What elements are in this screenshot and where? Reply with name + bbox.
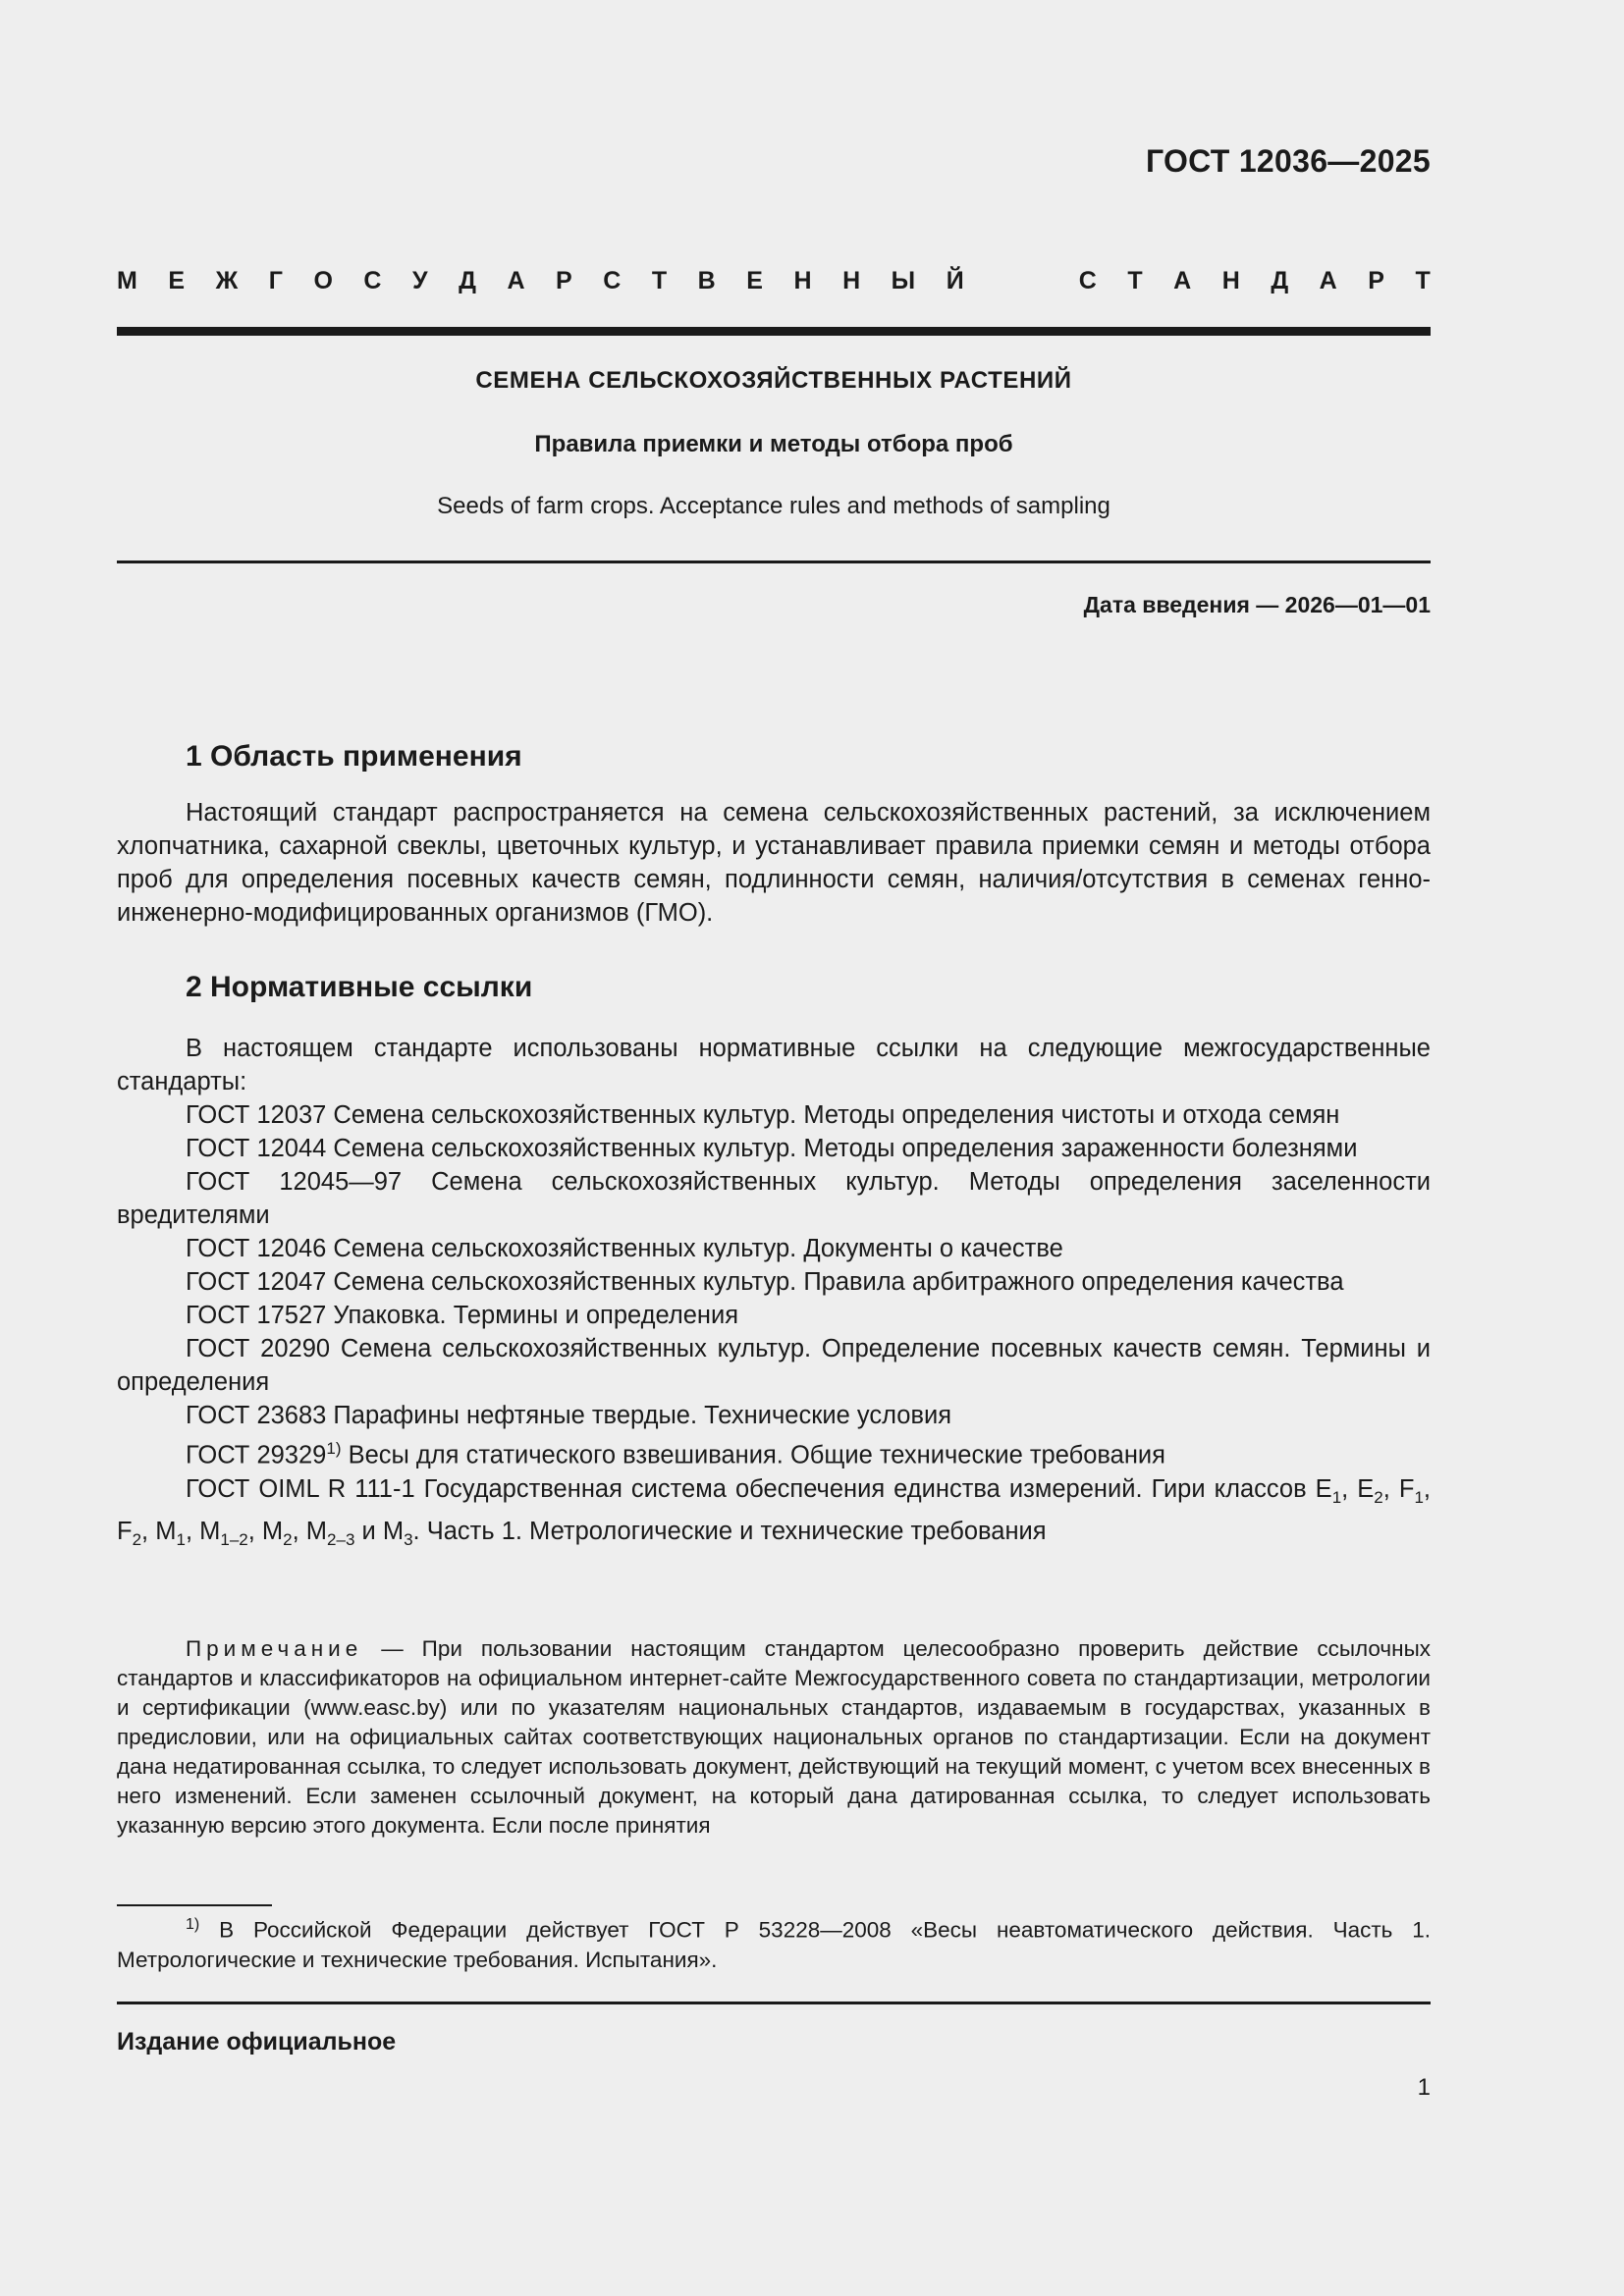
- reference-code: ГОСТ 29329: [186, 1441, 327, 1469]
- banner-letter: А: [1173, 266, 1192, 294]
- banner-letter: Р: [556, 266, 572, 294]
- section-2-intro: В настоящем стандарте использованы нормативные ссылки на следующие межгосударственные стандарты:: [117, 1035, 1431, 1095]
- reference-item: ГОСТ 12047 Семена сельскохозяйственных культур. Правила арбитражного определения качества: [186, 1268, 1344, 1296]
- reference-title: Весы для статического взвешивания. Общие технические требования: [341, 1441, 1165, 1469]
- banner-letter: Г: [268, 266, 283, 294]
- banner-letter: С: [1078, 266, 1097, 294]
- section-1-body: [117, 796, 1431, 930]
- document-title: СЕМЕНА СЕЛЬСКОХОЗЯЙСТВЕННЫХ РАСТЕНИЙ: [475, 367, 1072, 394]
- banner-letter: Т: [1415, 266, 1431, 294]
- banner-letter: Д: [1271, 266, 1289, 294]
- banner-letter: Е: [168, 266, 186, 294]
- date-of-introduction: Дата введения — 2026—01—01: [1083, 592, 1431, 617]
- section-1-paragraph: Настоящий стандарт распространяется на семена сельскохозяйственных растений, за исключением хлопчатника, сахарной свеклы, цветочных культур, и устанавливает правила приемки семян и методы отбора проб для определения посевных качеств семян, подлинности семян, наличия/отсутствия в семенах генно-инженерно-модифицированных организмов (ГМО).: [117, 799, 1431, 927]
- section-2-body: [117, 1032, 1431, 1557]
- note-label: Примечание: [186, 1636, 363, 1661]
- reference-item-oiml: ГОСТ OIML R 111-1 Государственная система обеспечения единства измерений. Гири классов $E_1$, $E_2$, $F_1$, $F_2$, $M_1$, $M_{1-2}$, $M_2$, $M_{2-3}$ и $M_3$. Часть 1. Метрологические и технические требования: [117, 1474, 1431, 1549]
- reference-item: ГОСТ 23683 Парафины нефтяные твердые. Технические условия: [186, 1402, 952, 1429]
- official-edition-label: Издание официальное: [117, 2028, 397, 2056]
- reference-item: ГОСТ 12045—97 Семена сельскохозяйственных культур. Методы определения заселенности вредителями: [117, 1168, 1431, 1229]
- reference-item: ГОСТ 12037 Семена сельскохозяйственных культур. Методы определения чистоты и отхода семян: [186, 1101, 1340, 1129]
- banner-letter: Н: [793, 266, 812, 294]
- reference-item-29329: [117, 1432, 1431, 1472]
- banner-letter: С: [363, 266, 382, 294]
- note-paragraph: [117, 1634, 1431, 1841]
- reference-item: ГОСТ 20290 Семена сельскохозяйственных культур. Определение посевных качеств семян. Термины и определения: [117, 1335, 1431, 1396]
- banner-letter: Т: [1127, 266, 1143, 294]
- footer-rule: [117, 2002, 1431, 2004]
- note-block: [117, 1634, 1431, 1841]
- page-number: 1: [1417, 2074, 1431, 2101]
- document-title-english: Seeds of farm crops. Acceptance rules and methods of sampling: [437, 493, 1110, 519]
- footnote-mark: 1): [326, 1439, 342, 1458]
- banner-letter: У: [412, 266, 428, 294]
- footnote-mark: 1): [186, 1916, 200, 1933]
- banner-letter: Ж: [215, 266, 239, 294]
- note-text: — При пользовании настоящим стандартом целесообразно проверить действие ссылочных стандартов и классификаторов на официальном интернет-сайте Межгосударственного совета по стандартизации, метрологии и сертификации (www.easc.by) или по указателям национальных стандартов, издаваемым в государствах, указанных в предисловии, или на официальных сайтах соответствующих национальных органов по стандартизации. Если на документ дана недатированная ссылка, то следует использовать документ, действующий на текущий момент, с учетом всех внесенных в него изменений. Если заменен ссылочный документ, на который дана датированная ссылка, то следует использовать указанную версию этого документа. Если после принятия: [117, 1636, 1431, 1838]
- banner-letter: Д: [459, 266, 476, 294]
- section-2-heading: 2 Нормативные ссылки: [186, 971, 533, 1003]
- banner-letter: Н: [842, 266, 861, 294]
- banner-letter: А: [507, 266, 525, 294]
- gost-number: ГОСТ 12036—2025: [1145, 143, 1431, 179]
- banner-letter: Н: [1221, 266, 1240, 294]
- reference-item: ГОСТ 12046 Семена сельскохозяйственных культур. Документы о качестве: [186, 1235, 1063, 1262]
- banner-letter: А: [1319, 266, 1337, 294]
- document-subtitle: Правила приемки и методы отбора проб: [534, 431, 1013, 457]
- banner-letter: Т: [651, 266, 668, 294]
- reference-item: ГОСТ 17527 Упаковка. Термины и определения: [186, 1302, 739, 1329]
- standard-type-banner: [117, 263, 1431, 298]
- banner-letter: О: [313, 266, 333, 294]
- section-1-heading: 1 Область применения: [186, 740, 522, 773]
- banner-letter: М: [117, 266, 137, 294]
- banner-letter: Е: [746, 266, 763, 294]
- banner-letter: Р: [1368, 266, 1384, 294]
- reference-item: ГОСТ 12044 Семена сельскохозяйственных культур. Методы определения зараженности болезнями: [186, 1135, 1358, 1162]
- header-rule-thick: [117, 327, 1431, 336]
- banner-letter: Й: [946, 266, 964, 294]
- footnote-separator: [117, 1904, 272, 1906]
- footnote: [117, 1910, 1431, 1975]
- banner-letter: С: [603, 266, 622, 294]
- title-rule: [117, 561, 1431, 563]
- footnote-paragraph: [117, 1910, 1431, 1975]
- banner-letter: В: [697, 266, 716, 294]
- banner-letter: Ы: [891, 266, 916, 294]
- footnote-text: В Российской Федерации действует ГОСТ Р 53228—2008 «Весы неавтоматического действия. Часть 1. Метрологические и технические требования. Испытания».: [117, 1917, 1431, 1972]
